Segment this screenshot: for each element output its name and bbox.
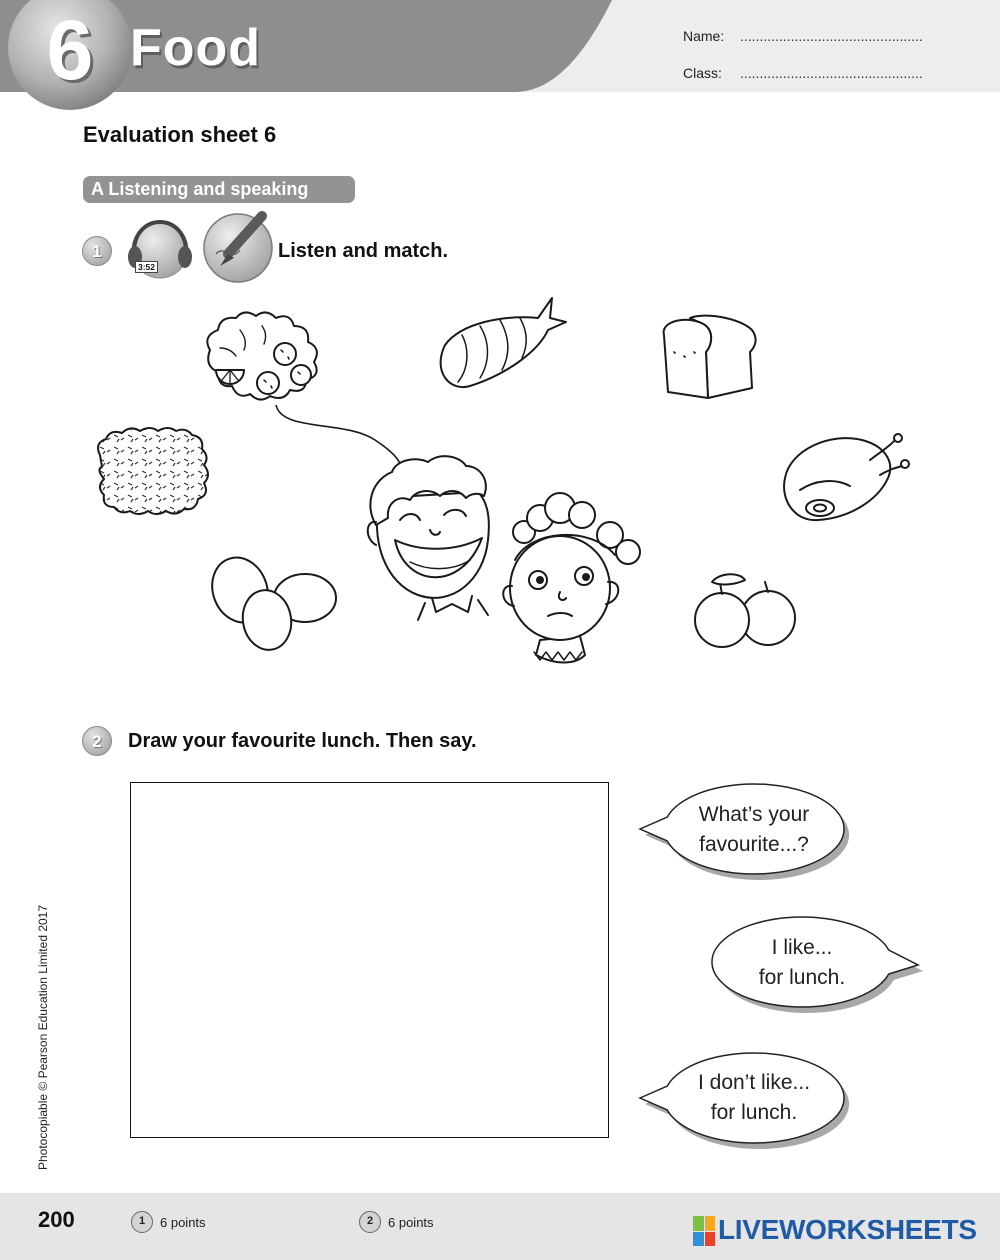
score-1-number: 1 — [131, 1211, 153, 1233]
match-line — [276, 405, 400, 464]
bubble-2-line-1: I like... — [771, 936, 833, 959]
page-number: 200 — [38, 1207, 75, 1232]
audio-time-label: 3:52 — [135, 261, 158, 273]
salad-picture[interactable] — [207, 312, 317, 399]
copyright-notice: Photocopiable © Pearson Education Limited 2017 — [36, 904, 50, 1170]
score-2-points: 6 points — [388, 1215, 434, 1230]
liveworksheets-logo[interactable]: LIVEWORKSHEETS — [718, 1214, 977, 1245]
bread-picture[interactable] — [664, 316, 756, 398]
exercise-1-number: 1 — [82, 236, 112, 266]
bubble-2-line-2: for lunch. — [758, 966, 846, 989]
name-label: Name: — [683, 28, 725, 44]
drawing-area[interactable] — [130, 782, 609, 1138]
liveworksheets-logo-icon — [693, 1216, 715, 1246]
logo-square — [705, 1216, 716, 1231]
class-label: Class: — [683, 65, 722, 81]
exercise-2-instruction: Draw your favourite lunch. Then say. — [128, 730, 477, 752]
evaluation-title: Evaluation sheet 6 — [83, 122, 277, 147]
bubble-1-line-1: What’s your — [698, 803, 810, 826]
class-field-dots: ............................................... — [740, 65, 923, 81]
unit-title: Food — [130, 19, 262, 77]
unit-number: 6 — [46, 3, 94, 97]
section-label: A Listening and speaking — [83, 176, 355, 203]
speech-bubble-1-text — [664, 800, 844, 860]
bubble-3-line-1: I don’t like... — [697, 1071, 811, 1094]
score-1-points: 6 points — [160, 1215, 206, 1230]
bubble-1-line-2: favourite...? — [699, 833, 809, 856]
rice-picture[interactable] — [98, 428, 208, 514]
eggs-picture[interactable] — [203, 550, 336, 654]
score-2-number: 2 — [359, 1211, 381, 1233]
fish-picture[interactable] — [441, 298, 566, 387]
girl-picture[interactable] — [503, 493, 640, 663]
speech-bubble-3-text — [664, 1068, 844, 1128]
bubble-3-line-2: for lunch. — [710, 1101, 798, 1124]
exercise-2-number: 2 — [82, 726, 112, 756]
exercise-1-instruction: Listen and match. — [278, 240, 449, 262]
name-field-dots: ............................................... — [740, 28, 923, 44]
speech-bubble-2-text — [712, 933, 892, 993]
chicken-picture[interactable] — [784, 434, 909, 520]
logo-square — [705, 1232, 716, 1247]
logo-square — [693, 1216, 704, 1231]
tomatoes-picture[interactable] — [695, 574, 795, 647]
logo-square — [693, 1232, 704, 1247]
boy-picture[interactable] — [368, 456, 489, 620]
pencil-write-icon — [204, 214, 272, 282]
